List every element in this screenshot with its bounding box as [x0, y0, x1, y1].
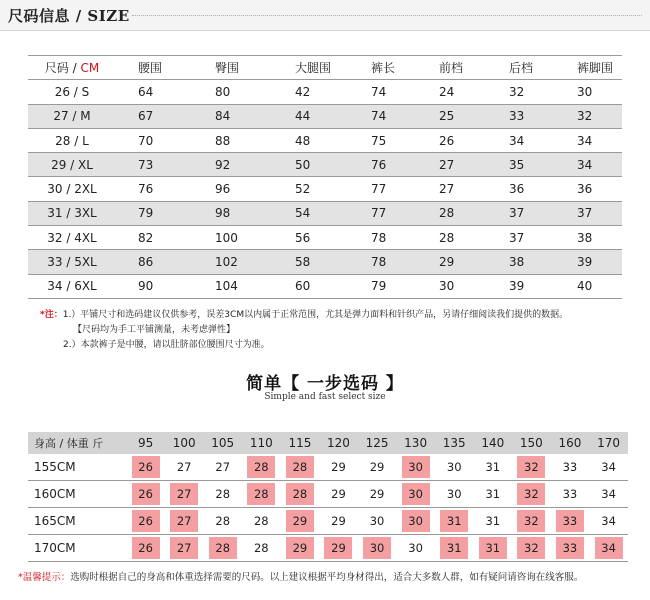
recommended-size: 26 [132, 456, 160, 478]
table-cell: 36 [577, 182, 593, 197]
table-cell: 33 [509, 109, 525, 124]
weight-header: 135 [435, 432, 474, 454]
size-label: 33 / 5XL [47, 255, 97, 270]
size-cell [474, 481, 513, 508]
size-cell [126, 535, 165, 562]
size-table-header [28, 56, 622, 80]
table-cell: 36 [509, 182, 525, 197]
weight-header: 150 [512, 432, 551, 454]
size-value: 27 [176, 460, 192, 474]
table-cell: 77 [371, 182, 387, 197]
table-cell: 84 [215, 109, 231, 124]
size-cell [203, 508, 242, 535]
recommended-size: 27 [170, 537, 198, 559]
table-cell: 92 [215, 157, 231, 172]
table-cell: 79 [138, 206, 154, 221]
column-header: 臀围 [215, 61, 240, 76]
column-header-size: 尺码 / CM [44, 61, 100, 76]
size-cell [319, 454, 358, 481]
size-cell [589, 508, 628, 535]
size-cell [435, 481, 474, 508]
table-cell: 67 [138, 109, 154, 124]
size-cell [358, 508, 397, 535]
table-cell: 39 [577, 255, 593, 270]
size-label: 28 / L [55, 133, 89, 148]
table-cell: 80 [215, 84, 231, 99]
recommended-size: 28 [286, 483, 314, 505]
size-value: 30 [408, 541, 423, 555]
size-cell [358, 481, 397, 508]
unit-label: CM [80, 61, 100, 76]
table-cell: 26 [439, 133, 455, 148]
table-row [28, 508, 628, 535]
table-cell: 102 [215, 255, 238, 270]
recommended-size: 29 [286, 510, 314, 532]
recommended-size: 30 [402, 510, 430, 532]
table-cell: 24 [439, 84, 455, 99]
size-cell [165, 481, 204, 508]
size-cell [165, 454, 204, 481]
table-cell: 44 [295, 109, 311, 124]
size-value: 28 [253, 514, 269, 528]
weight-header: 125 [358, 432, 397, 454]
table-cell: 82 [138, 230, 154, 245]
section-header [0, 0, 650, 31]
size-cell [551, 508, 590, 535]
table-cell: 27 [439, 157, 455, 172]
size-value: 34 [601, 487, 616, 501]
size-value: 31 [485, 514, 501, 528]
table-row [28, 454, 628, 481]
recommended-size: 30 [363, 537, 391, 559]
size-value: 33 [562, 460, 578, 474]
table-row [28, 153, 622, 177]
size-cell [512, 454, 551, 481]
table-cell: 28 [439, 206, 455, 221]
dotted-divider [132, 15, 642, 16]
table-cell: 35 [509, 157, 525, 172]
size-cell [474, 454, 513, 481]
column-header: 后档 [509, 61, 534, 76]
note-star: *注： [40, 310, 63, 320]
table-cell: 54 [295, 206, 311, 221]
recommended-size: 27 [170, 510, 198, 532]
size-label: 34 / 6XL [47, 279, 97, 294]
size-value: 29 [331, 487, 346, 501]
table-cell: 70 [138, 133, 154, 148]
table-cell: 79 [371, 279, 387, 294]
note-line-1 [40, 308, 568, 323]
size-value: 28 [215, 487, 231, 501]
size-value: 31 [485, 487, 501, 501]
size-value: 30 [369, 514, 385, 528]
weight-header: 170 [589, 432, 628, 454]
size-cell [358, 454, 397, 481]
table-cell: 64 [138, 84, 154, 99]
size-cell [281, 454, 320, 481]
size-value: 33 [562, 487, 578, 501]
size-cell [319, 508, 358, 535]
recommended-size: 30 [402, 483, 430, 505]
size-cell [242, 481, 281, 508]
height-label: 165CM [34, 514, 76, 528]
size-cell [512, 508, 551, 535]
table-cell: 34 [577, 157, 593, 172]
table-cell: 42 [295, 84, 311, 99]
table-cell: 73 [138, 157, 154, 172]
size-value: 28 [253, 541, 269, 555]
table-cell: 28 [439, 230, 455, 245]
size-cell [396, 454, 435, 481]
weight-header: 140 [474, 432, 513, 454]
table-cell: 78 [371, 255, 387, 270]
recommended-size: 30 [402, 456, 430, 478]
quick-table-header [28, 432, 628, 454]
size-value: 30 [446, 487, 462, 501]
table-row [28, 104, 622, 128]
table-cell: 58 [295, 255, 311, 270]
recommended-size: 27 [170, 483, 198, 505]
size-cell [551, 454, 590, 481]
size-cell [396, 508, 435, 535]
size-notes [40, 308, 568, 353]
size-table [28, 55, 622, 299]
table-cell: 25 [439, 109, 455, 124]
table-cell: 76 [138, 182, 154, 197]
size-cell [474, 535, 513, 562]
table-cell: 40 [577, 279, 593, 294]
table-cell: 86 [138, 255, 154, 270]
table-cell: 60 [295, 279, 311, 294]
size-cell [126, 508, 165, 535]
size-value: 34 [601, 514, 616, 528]
column-header: 前档 [439, 61, 464, 76]
size-cell [589, 454, 628, 481]
size-cell [165, 535, 204, 562]
size-cell [126, 481, 165, 508]
size-cell [474, 508, 513, 535]
table-cell: 27 [439, 182, 455, 197]
table-row [28, 274, 622, 298]
table-cell: 48 [295, 133, 311, 148]
size-value: 27 [215, 460, 231, 474]
size-cell [589, 481, 628, 508]
note-line-3: 2.）本款裤子是中腰，请以肚脐部位腰围尺寸为准。 [63, 340, 270, 350]
size-label: 29 / XL [51, 157, 93, 172]
tip-text: 选购时根据自己的身高和体重选择需要的尺码。以上建议根据平均身材得出，适合大多数人群，如有疑问请咨询在线客服。 [70, 572, 584, 583]
size-value: 28 [215, 514, 231, 528]
table-cell: 98 [215, 206, 231, 221]
table-cell: 77 [371, 206, 387, 221]
table-cell: 34 [577, 133, 593, 148]
table-cell: 37 [577, 206, 593, 221]
size-cell [396, 535, 435, 562]
size-value: 31 [485, 460, 501, 474]
table-cell: 76 [371, 157, 387, 172]
size-cell [281, 481, 320, 508]
height-weight-label: 身高 / 体重 斤 [28, 432, 126, 454]
size-cell [203, 481, 242, 508]
table-cell: 30 [577, 84, 593, 99]
size-value: 30 [446, 460, 462, 474]
size-label: 26 / S [54, 84, 90, 99]
weight-header: 120 [319, 432, 358, 454]
size-cell [435, 508, 474, 535]
recommended-size: 29 [324, 537, 352, 559]
recommended-size: 29 [286, 537, 314, 559]
size-cell [242, 508, 281, 535]
recommended-size: 26 [132, 537, 160, 559]
table-cell: 37 [509, 206, 525, 221]
table-row [28, 226, 622, 250]
weight-header: 105 [203, 432, 242, 454]
note-text-1: 1.）平铺尺寸和选码建议仅供参考，误差3CM以内属于正常范围，尤其是弹力面料和针织产品，另请仔细阅读我们提供的数据。 [62, 310, 569, 320]
size-cell [512, 481, 551, 508]
table-cell: 32 [577, 109, 593, 124]
table-cell: 52 [295, 182, 311, 197]
weight-header: 100 [165, 432, 204, 454]
quick-select-table [28, 432, 628, 562]
size-cell [396, 481, 435, 508]
column-header: 大腿围 [295, 61, 332, 76]
column-header: 裤脚围 [577, 61, 614, 76]
size-cell [551, 481, 590, 508]
recommended-size: 32 [517, 510, 545, 532]
recommended-size: 31 [440, 510, 468, 532]
size-value: 34 [601, 460, 616, 474]
size-cell [435, 454, 474, 481]
size-cell [319, 481, 358, 508]
table-cell: 38 [577, 230, 593, 245]
height-label: 170CM [34, 541, 76, 555]
size-cell [319, 535, 358, 562]
size-label: 32 / 4XL [47, 230, 97, 245]
size-cell [589, 535, 628, 562]
size-cell [281, 508, 320, 535]
table-row [28, 481, 628, 508]
size-cell [242, 454, 281, 481]
column-header: 裤长 [371, 61, 396, 76]
table-cell: 50 [295, 157, 311, 172]
note-line-2: 【尺码均为手工平铺测量，未考虑弹性】 [73, 325, 236, 335]
section-title: 尺码信息 / SIZE [8, 7, 130, 25]
table-cell: 88 [215, 133, 231, 148]
recommended-size: 31 [479, 537, 507, 559]
recommended-size: 32 [517, 537, 545, 559]
tip-line [18, 569, 583, 583]
column-header: 腰围 [138, 61, 163, 76]
table-cell: 30 [439, 279, 455, 294]
size-cell [281, 535, 320, 562]
table-cell: 90 [138, 279, 154, 294]
recommended-size: 33 [556, 537, 584, 559]
table-row [28, 128, 622, 152]
size-cell [242, 535, 281, 562]
table-cell: 75 [371, 133, 387, 148]
recommended-size: 32 [517, 483, 545, 505]
table-row [28, 80, 622, 104]
size-cell [203, 535, 242, 562]
size-cell [512, 535, 551, 562]
recommended-size: 31 [440, 537, 468, 559]
table-row [28, 177, 622, 201]
size-cell [126, 454, 165, 481]
table-cell: 37 [509, 230, 525, 245]
weight-header: 160 [551, 432, 590, 454]
table-cell: 56 [295, 230, 311, 245]
table-row [28, 535, 628, 562]
recommended-size: 28 [286, 456, 314, 478]
weight-header: 115 [281, 432, 320, 454]
recommended-size: 32 [517, 456, 545, 478]
height-label: 160CM [34, 487, 76, 501]
size-cell [551, 535, 590, 562]
table-cell: 39 [509, 279, 525, 294]
size-cell [203, 454, 242, 481]
table-cell: 74 [371, 84, 387, 99]
size-cell [435, 535, 474, 562]
tip-label: *温馨提示： [18, 572, 71, 583]
size-label: 31 / 3XL [47, 206, 97, 221]
table-cell: 74 [371, 109, 387, 124]
table-cell: 78 [371, 230, 387, 245]
table-cell: 32 [509, 84, 525, 99]
height-label: 155CM [34, 460, 76, 474]
size-value: 29 [331, 514, 346, 528]
table-row [28, 201, 622, 225]
table-cell: 38 [509, 255, 525, 270]
recommended-size: 34 [595, 537, 623, 559]
recommended-size: 33 [556, 510, 584, 532]
weight-header: 130 [396, 432, 435, 454]
table-row [28, 250, 622, 274]
recommended-size: 28 [247, 456, 275, 478]
recommended-size: 28 [247, 483, 275, 505]
weight-header: 95 [126, 432, 165, 454]
size-label: 27 / M [53, 109, 91, 124]
size-value: 29 [369, 487, 385, 501]
table-cell: 29 [439, 255, 455, 270]
size-label: 30 / 2XL [47, 182, 97, 197]
recommended-size: 26 [132, 510, 160, 532]
table-cell: 34 [509, 133, 525, 148]
quick-select-subtitle: Simple and fast select size [264, 392, 386, 402]
weight-header: 110 [242, 432, 281, 454]
table-cell: 104 [215, 279, 238, 294]
size-cell [358, 535, 397, 562]
size-cell [165, 508, 204, 535]
table-cell: 96 [215, 182, 231, 197]
size-value: 29 [331, 460, 346, 474]
quick-select-title: 简单【 一步选码 】 [246, 374, 404, 394]
table-cell: 100 [215, 230, 238, 245]
recommended-size: 26 [132, 483, 160, 505]
recommended-size: 28 [209, 537, 237, 559]
size-value: 29 [369, 460, 385, 474]
